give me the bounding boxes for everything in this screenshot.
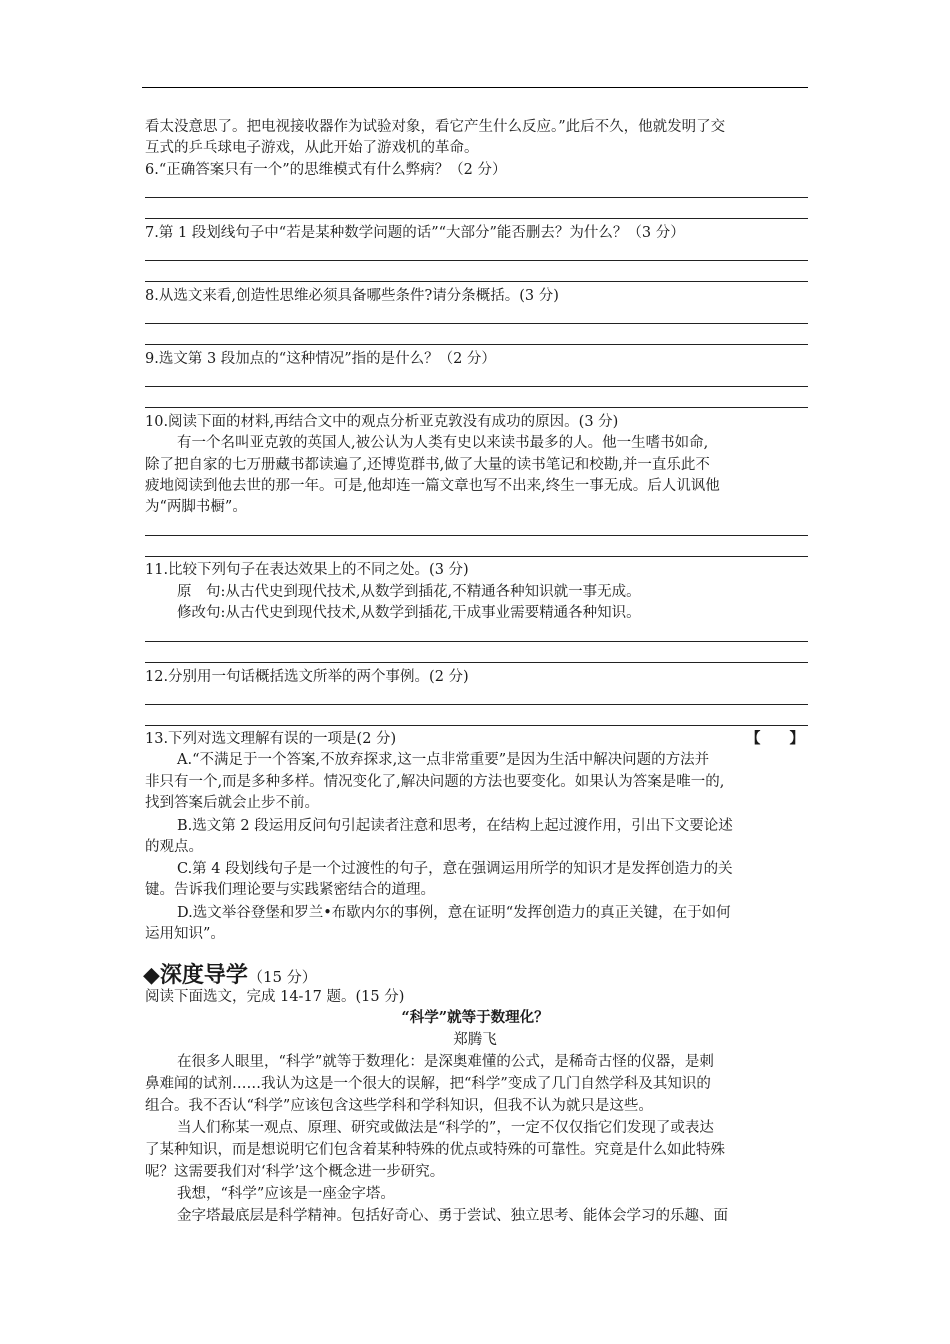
article-paragraph: 鼻难闻的试剂……我认为这是一个很大的误解，把“科学”变成了几门自然学科及其知识的 bbox=[145, 1076, 711, 1092]
question-6: 6.“正确答案只有一个”的思维模式有什么弊病？（2 分） bbox=[145, 162, 507, 178]
material-text: 为“两脚书橱”。 bbox=[145, 499, 247, 515]
question-9: 9.选文第 3 段加点的“这种情况”指的是什么？（2 分） bbox=[145, 351, 496, 367]
material-text: 有一个名叫亚克敦的英国人,被公认为人类有史以来读书最多的人。他一生嗜书如命, bbox=[177, 435, 709, 451]
article-paragraph: 当人们称某一观点、原理、研究或做法是“科学的”，一定不仅仅指它们发现了或表达 bbox=[177, 1120, 714, 1136]
article-paragraph: 了某种知识，而是想说明它们包含着某种特殊的优点或特殊的可靠性。究竟是什么如此特殊 bbox=[145, 1142, 725, 1158]
answer-line bbox=[145, 556, 808, 557]
diamond-icon: ◆ bbox=[143, 962, 160, 988]
answer-line bbox=[145, 323, 808, 324]
article-paragraph: 我想，“科学”应该是一座金字塔。 bbox=[177, 1186, 395, 1202]
header-rule bbox=[142, 87, 808, 88]
option-b: 的观点。 bbox=[145, 839, 203, 855]
answer-line bbox=[145, 260, 808, 261]
article-paragraph: 呢？这需要我们对‘科学’这个概念进一步研究。 bbox=[145, 1164, 445, 1180]
answer-line bbox=[145, 281, 808, 282]
answer-line bbox=[145, 407, 808, 408]
option-c: C.第 4 段划线句子是一个过渡性的句子，意在强调运用所学的知识才是发挥创造力的关 bbox=[177, 861, 733, 877]
answer-line bbox=[145, 704, 808, 705]
question-12: 12.分别用一句话概括选文所举的两个事例。(2 分) bbox=[145, 669, 469, 685]
section-title: 深度导学 bbox=[159, 962, 248, 988]
question-8: 8.从选文来看,创造性思维必须具备哪些条件?请分条概括。(3 分) bbox=[145, 288, 559, 304]
option-d: D.选文举谷登堡和罗兰•布歇内尔的事例，意在证明“发挥创造力的真正关键，在于如何 bbox=[177, 905, 731, 921]
revised-sentence: 修改句:从古代史到现代技术,从数学到插花,干成事业需要精通各种知识。 bbox=[177, 605, 641, 621]
option-b: B.选文第 2 段运用反问句引起读者注意和思考，在结构上起过渡作用，引出下文要论述 bbox=[177, 818, 733, 834]
answer-bracket: 【 】 bbox=[746, 730, 804, 747]
option-a: 非只有一个,而是多种多样。情况变化了,解决问题的方法也要变化。如果认为答案是唯一的, bbox=[145, 774, 725, 790]
section-score: （15 分） bbox=[247, 968, 317, 986]
original-sentence: 原 句:从古代史到现代技术,从数学到插花,不精通各种知识就一事无成。 bbox=[177, 584, 641, 600]
question-13: 13.下列对选文理解有误的一项是(2 分) bbox=[145, 731, 397, 747]
article-paragraph: 金字塔最底层是科学精神。包括好奇心、勇于尝试、独立思考、能体会学习的乐趣、面 bbox=[177, 1208, 728, 1224]
article-author: 郑腾飞 bbox=[453, 1032, 497, 1048]
answer-line bbox=[145, 662, 808, 663]
option-d: 运用知识”。 bbox=[145, 926, 225, 942]
question-10: 10.阅读下面的材料,再结合文中的观点分析亚克敦没有成功的原因。(3 分) bbox=[145, 414, 619, 430]
answer-line bbox=[145, 344, 808, 345]
material-text: 疲地阅读到他去世的那一年。可是,他却连一篇文章也写不出来,终生一事无成。后人讥讽他 bbox=[145, 478, 720, 494]
option-c: 键。告诉我们理论要与实践紧密结合的道理。 bbox=[145, 882, 435, 898]
article-title: “科学”就等于数理化？ bbox=[401, 1009, 549, 1026]
section-heading bbox=[143, 958, 317, 989]
question-7: 7.第 1 段划线句子中“若是某种数学问题的话”“大部分”能否删去？为什么？（3 分） bbox=[145, 225, 685, 241]
answer-line bbox=[145, 386, 808, 387]
article-paragraph: 在很多人眼里，“科学”就等于数理化：是深奥难懂的公式，是稀奇古怪的仪器，是刺 bbox=[177, 1054, 714, 1070]
material-text: 除了把自家的七万册藏书都读遍了,还博览群书,做了大量的读书笔记和校勘,并一直乐此不 bbox=[145, 457, 710, 473]
answer-line bbox=[145, 641, 808, 642]
option-a: 找到答案后就会止步不前。 bbox=[145, 795, 319, 811]
text-line: 看太没意思了。把电视接收器作为试验对象，看它产生什么反应。”此后不久，他就发明了交 bbox=[145, 119, 726, 135]
article-paragraph: 组合。我不否认“科学”应该包含这些学科和学科知识，但我不认为就只是这些。 bbox=[145, 1098, 653, 1114]
answer-line bbox=[145, 218, 808, 219]
answer-line bbox=[145, 197, 808, 198]
answer-line bbox=[145, 535, 808, 536]
reading-instruction: 阅读下面选文，完成 14-17 题。(15 分) bbox=[145, 989, 405, 1005]
question-11: 11.比较下列句子在表达效果上的不同之处。(3 分) bbox=[145, 562, 469, 578]
option-a: A.“不满足于一个答案,不放弃探求,这一点非常重要”是因为生活中解决问题的方法并 bbox=[177, 752, 710, 768]
text-line: 互式的乒乓球电子游戏，从此开始了游戏机的革命。 bbox=[145, 140, 479, 156]
answer-line bbox=[145, 725, 808, 726]
